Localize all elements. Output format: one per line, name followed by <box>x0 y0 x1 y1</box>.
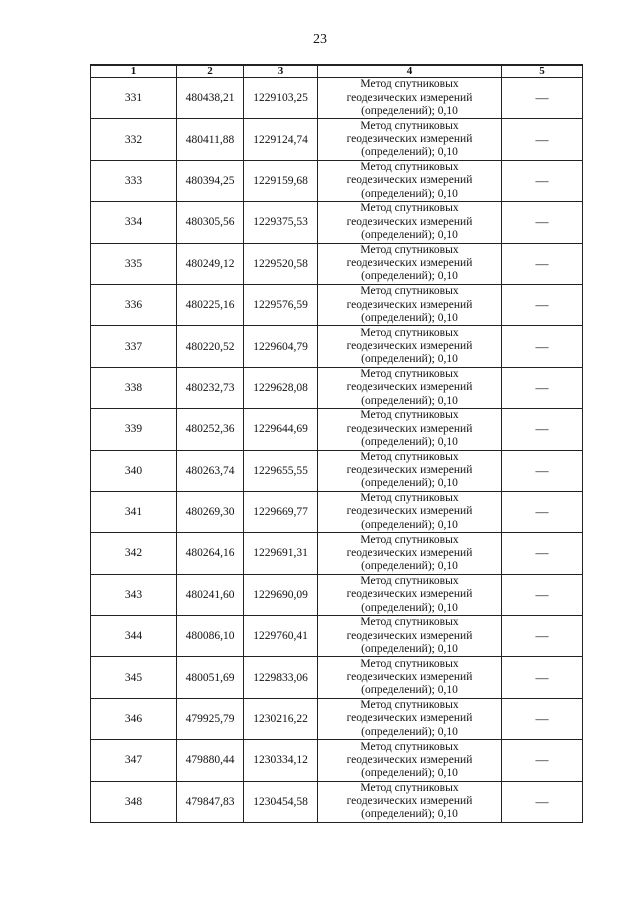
point-number-cell: 333 <box>91 160 177 201</box>
point-number-cell: 331 <box>91 78 177 119</box>
method-line: Метод спутниковых <box>360 616 459 629</box>
x-coordinate-cell: 480241,60 <box>177 574 244 615</box>
y-coordinate-cell: 1230216,22 <box>244 698 318 739</box>
point-number-cell: 343 <box>91 574 177 615</box>
table-row <box>91 326 583 367</box>
point-number-cell: 339 <box>91 409 177 450</box>
page-number: 23 <box>313 32 327 47</box>
column5-dash-cell: — <box>502 202 583 243</box>
table-header <box>91 65 583 78</box>
method-line: (определений); 0,10 <box>361 394 458 407</box>
x-coordinate-cell: 479880,44 <box>177 740 244 781</box>
table-body <box>91 78 583 823</box>
method-line: (определений); 0,10 <box>361 808 458 821</box>
method-cell <box>318 574 502 615</box>
y-coordinate-cell: 1229669,77 <box>244 491 318 532</box>
column5-dash-cell: — <box>502 574 583 615</box>
column5-dash-cell: — <box>502 616 583 657</box>
method-line: геодезических измерений <box>346 588 473 601</box>
method-cell <box>318 657 502 698</box>
method-cell <box>318 284 502 325</box>
x-coordinate-cell: 480232,73 <box>177 367 244 408</box>
method-cell <box>318 243 502 284</box>
column5-dash-cell: — <box>502 284 583 325</box>
point-number-cell: 340 <box>91 450 177 491</box>
y-coordinate-cell: 1229760,41 <box>244 616 318 657</box>
method-line: Метод спутниковых <box>360 574 459 587</box>
table-row <box>91 740 583 781</box>
method-line: (определений); 0,10 <box>361 560 458 573</box>
method-line: (определений); 0,10 <box>361 767 458 780</box>
table-row <box>91 616 583 657</box>
column5-dash-cell: — <box>502 740 583 781</box>
method-cell <box>318 740 502 781</box>
point-number-cell: 348 <box>91 781 177 822</box>
y-coordinate-cell: 1230454,58 <box>244 781 318 822</box>
method-line: геодезических измерений <box>346 339 473 352</box>
x-coordinate-cell: 480438,21 <box>177 78 244 119</box>
method-line: (определений); 0,10 <box>361 187 458 200</box>
x-coordinate-cell: 480264,16 <box>177 533 244 574</box>
method-line: Метод спутниковых <box>360 409 459 422</box>
method-line: (определений); 0,10 <box>361 270 458 283</box>
method-line: Метод спутниковых <box>360 781 459 794</box>
table-row <box>91 243 583 284</box>
method-cell <box>318 491 502 532</box>
table-row <box>91 781 583 822</box>
y-coordinate-cell: 1229159,68 <box>244 160 318 201</box>
method-line: геодезических измерений <box>346 629 473 642</box>
method-line: Метод спутниковых <box>360 78 459 91</box>
method-line: геодезических измерений <box>346 712 473 725</box>
method-line: геодезических измерений <box>346 381 473 394</box>
column5-dash-cell: — <box>502 160 583 201</box>
point-number-cell: 332 <box>91 119 177 160</box>
method-line: геодезических измерений <box>346 753 473 766</box>
method-line: (определений); 0,10 <box>361 601 458 614</box>
point-number-cell: 337 <box>91 326 177 367</box>
y-coordinate-cell: 1229644,69 <box>244 409 318 450</box>
method-line: геодезических измерений <box>346 257 473 270</box>
point-number-cell: 338 <box>91 367 177 408</box>
column-header-5: 5 <box>502 65 583 78</box>
method-line: геодезических измерений <box>346 464 473 477</box>
method-line: (определений); 0,10 <box>361 311 458 324</box>
method-line: Метод спутниковых <box>360 492 459 505</box>
table-row <box>91 657 583 698</box>
method-cell <box>318 119 502 160</box>
point-number-cell: 334 <box>91 202 177 243</box>
table-row <box>91 78 583 119</box>
x-coordinate-cell: 480086,10 <box>177 616 244 657</box>
method-cell <box>318 78 502 119</box>
y-coordinate-cell: 1229833,06 <box>244 657 318 698</box>
method-line: Метод спутниковых <box>360 202 459 215</box>
method-line: геодезических измерений <box>346 546 473 559</box>
method-line: (определений); 0,10 <box>361 353 458 366</box>
x-coordinate-cell: 480269,30 <box>177 491 244 532</box>
method-line: (определений); 0,10 <box>361 518 458 531</box>
method-cell <box>318 698 502 739</box>
method-line: геодезических измерений <box>346 795 473 808</box>
method-line: (определений); 0,10 <box>361 725 458 738</box>
method-line: геодезических измерений <box>346 505 473 518</box>
column5-dash-cell: — <box>502 119 583 160</box>
method-line: Метод спутниковых <box>360 119 459 132</box>
point-number-cell: 347 <box>91 740 177 781</box>
table-row <box>91 698 583 739</box>
method-cell <box>318 160 502 201</box>
table-row <box>91 367 583 408</box>
method-line: (определений); 0,10 <box>361 477 458 490</box>
y-coordinate-cell: 1229655,55 <box>244 450 318 491</box>
method-line: (определений); 0,10 <box>361 229 458 242</box>
x-coordinate-cell: 479925,79 <box>177 698 244 739</box>
y-coordinate-cell: 1229103,25 <box>244 78 318 119</box>
method-line: (определений); 0,10 <box>361 642 458 655</box>
y-coordinate-cell: 1229124,74 <box>244 119 318 160</box>
method-line: (определений); 0,10 <box>361 684 458 697</box>
method-cell <box>318 367 502 408</box>
x-coordinate-cell: 480305,56 <box>177 202 244 243</box>
x-coordinate-cell: 480220,52 <box>177 326 244 367</box>
method-line: Метод спутниковых <box>360 533 459 546</box>
point-number-cell: 335 <box>91 243 177 284</box>
method-cell <box>318 450 502 491</box>
column5-dash-cell: — <box>502 450 583 491</box>
x-coordinate-cell: 480411,88 <box>177 119 244 160</box>
x-coordinate-cell: 480394,25 <box>177 160 244 201</box>
method-line: Метод спутниковых <box>360 657 459 670</box>
y-coordinate-cell: 1229691,31 <box>244 533 318 574</box>
method-line: геодезических измерений <box>346 671 473 684</box>
method-line: геодезических измерений <box>346 132 473 145</box>
coordinates-table <box>90 64 583 823</box>
point-number-cell: 345 <box>91 657 177 698</box>
table-row <box>91 160 583 201</box>
method-line: геодезических измерений <box>346 91 473 104</box>
table-row <box>91 409 583 450</box>
point-number-cell: 336 <box>91 284 177 325</box>
y-coordinate-cell: 1229576,59 <box>244 284 318 325</box>
x-coordinate-cell: 479847,83 <box>177 781 244 822</box>
method-line: Метод спутниковых <box>360 699 459 712</box>
column5-dash-cell: — <box>502 657 583 698</box>
x-coordinate-cell: 480263,74 <box>177 450 244 491</box>
y-coordinate-cell: 1229628,08 <box>244 367 318 408</box>
method-line: геодезических измерений <box>346 422 473 435</box>
method-line: Метод спутниковых <box>360 740 459 753</box>
column5-dash-cell: — <box>502 326 583 367</box>
method-line: Метод спутниковых <box>360 326 459 339</box>
column5-dash-cell: — <box>502 533 583 574</box>
method-line: (определений); 0,10 <box>361 104 458 117</box>
point-number-cell: 344 <box>91 616 177 657</box>
method-line: Метод спутниковых <box>360 161 459 174</box>
point-number-cell: 342 <box>91 533 177 574</box>
method-cell <box>318 781 502 822</box>
column5-dash-cell: — <box>502 367 583 408</box>
y-coordinate-cell: 1229375,53 <box>244 202 318 243</box>
column5-dash-cell: — <box>502 698 583 739</box>
column-header-4: 4 <box>318 65 502 78</box>
y-coordinate-cell: 1229690,09 <box>244 574 318 615</box>
table-row <box>91 450 583 491</box>
table-row <box>91 574 583 615</box>
method-line: геодезических измерений <box>346 174 473 187</box>
method-cell <box>318 616 502 657</box>
method-cell <box>318 326 502 367</box>
column5-dash-cell: — <box>502 78 583 119</box>
column-header-3: 3 <box>244 65 318 78</box>
method-line: Метод спутниковых <box>360 285 459 298</box>
x-coordinate-cell: 480051,69 <box>177 657 244 698</box>
method-cell <box>318 202 502 243</box>
y-coordinate-cell: 1229604,79 <box>244 326 318 367</box>
method-cell <box>318 533 502 574</box>
x-coordinate-cell: 480252,36 <box>177 409 244 450</box>
method-line: Метод спутниковых <box>360 243 459 256</box>
point-number-cell: 341 <box>91 491 177 532</box>
column5-dash-cell: — <box>502 243 583 284</box>
method-line: геодезических измерений <box>346 298 473 311</box>
method-line: Метод спутниковых <box>360 450 459 463</box>
method-line: (определений); 0,10 <box>361 435 458 448</box>
method-cell <box>318 409 502 450</box>
x-coordinate-cell: 480249,12 <box>177 243 244 284</box>
table-row <box>91 533 583 574</box>
column5-dash-cell: — <box>502 409 583 450</box>
x-coordinate-cell: 480225,16 <box>177 284 244 325</box>
method-line: (определений); 0,10 <box>361 146 458 159</box>
table-row <box>91 119 583 160</box>
point-number-cell: 346 <box>91 698 177 739</box>
column-header-1: 1 <box>91 65 177 78</box>
y-coordinate-cell: 1230334,12 <box>244 740 318 781</box>
y-coordinate-cell: 1229520,58 <box>244 243 318 284</box>
table-row <box>91 284 583 325</box>
column5-dash-cell: — <box>502 491 583 532</box>
table-row <box>91 491 583 532</box>
method-line: Метод спутниковых <box>360 367 459 380</box>
method-line: геодезических измерений <box>346 215 473 228</box>
column-header-2: 2 <box>177 65 244 78</box>
column5-dash-cell: — <box>502 781 583 822</box>
table-row <box>91 202 583 243</box>
header-row <box>91 65 583 78</box>
